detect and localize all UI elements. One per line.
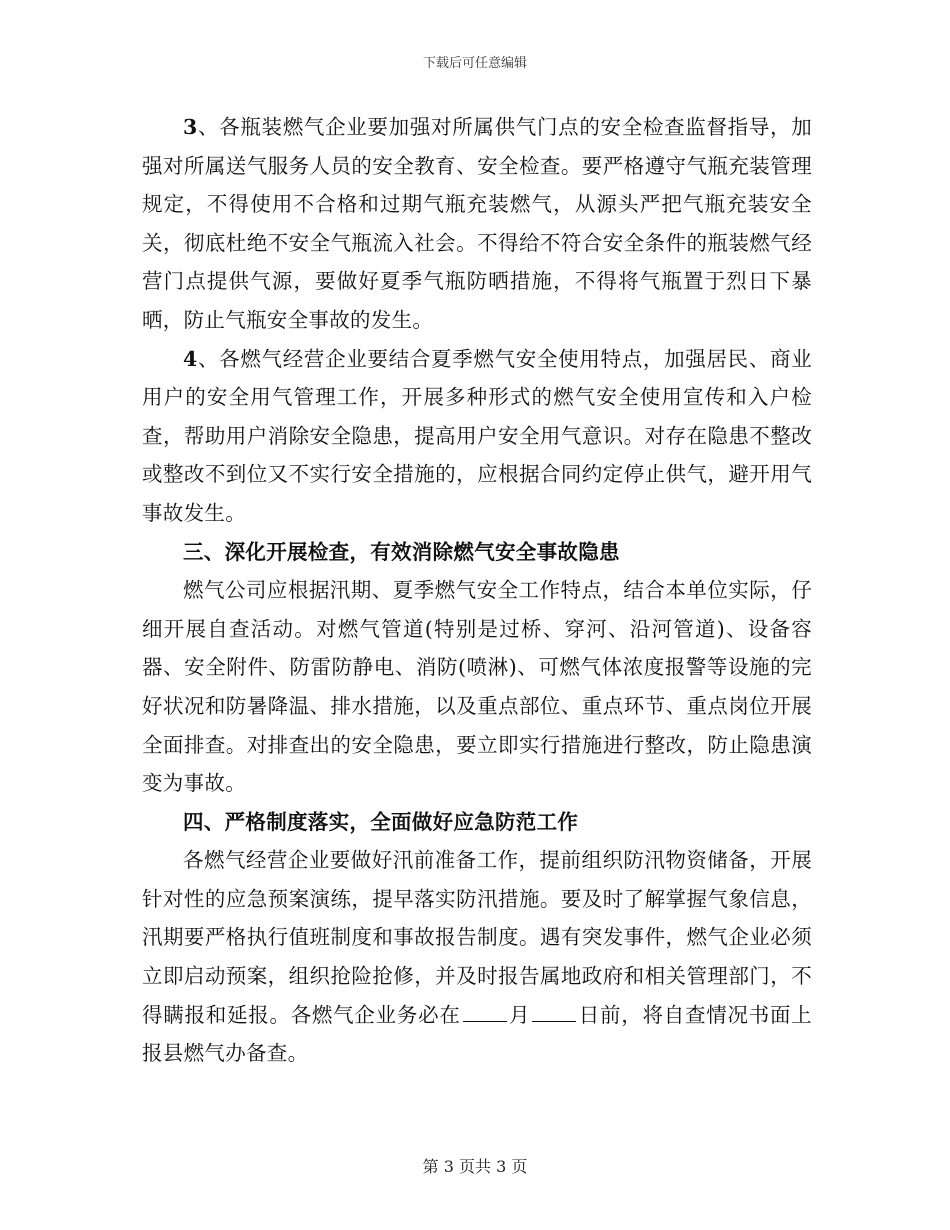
paragraph-emergency-text: 各燃气经营企业要做好汛前准备工作，提前组织防汛物资储备，开展针对性的应急预案演练，提早落实防汛措施。要及时了解掌握气象信息，汛期要严格执行值班制度和事故报告制度。遇有突发事件，燃气企业必须立即启动预案，组织抢险抢修，并及时报告属地政府和相关管理部门，不得瞒报和延报。各燃气企业务必在 xyxy=(142,848,812,1027)
paragraph-emergency xyxy=(142,841,812,1073)
section-heading-4: 四、严格制度落实，全面做好应急防范工作 xyxy=(183,809,579,834)
paragraph-inspection: 燃气公司应根据汛期、夏季燃气安全工作特点，结合本单位实际，仔细开展自查活动。对燃气管道(特别是过桥、穿河、沿河管道)、设备容器、安全附件、防雷防静电、消防(喷淋)、可燃气体浓度报警等设施的完好状况和防暑降温、排水措施，以及重点部位、重点环节、重点岗位开展全面排查。对排查出的安全隐患，要立即实行措施进行整改，防止隐患演变为事故。 xyxy=(142,578,812,796)
section-heading-3: 三、深化开展检查，有效消除燃气安全事故隐患 xyxy=(183,539,620,564)
paragraph-3 xyxy=(142,108,812,340)
day-label: 日前， xyxy=(578,1002,643,1027)
page-header: 下载后可任意编辑 xyxy=(422,56,527,71)
document-body xyxy=(142,108,812,1073)
paragraph-4-number: 4 xyxy=(183,346,198,371)
month-label: 月 xyxy=(508,1002,531,1027)
paragraph-4-text: 、各燃气经营企业要结合夏季燃气安全使用特点，加强居民、商业用户的安全用气管理工作，开展多种形式的燃气安全使用宣传和入户检查，帮助用户消除安全隐患，提高用户安全用气意识。对存在隐患不整改或整改不到位又不实行安全措施的，应根据合同约定停止供气，避开用气事故发生。 xyxy=(142,346,812,525)
day-blank xyxy=(532,1003,576,1022)
paragraph-emergency-tail: 将自查情况书面上报县燃气办备查。 xyxy=(142,1002,812,1066)
page-footer: 第 3 页共 3 页 xyxy=(422,1157,528,1176)
paragraph-3-text: 、各瓶装燃气企业要加强对所属供气门点的安全检查监督指导，加强对所属送气服务人员的安全教育、安全检查。要严格遵守气瓶充装管理规定，不得使用不合格和过期气瓶充装燃气，从源头严把气瓶充装安全关，彻底杜绝不安全气瓶流入社会。不得给不符合安全条件的瓶装燃气经营门点提供气源，要做好夏季气瓶防晒措施，不得将气瓶置于烈日下暴晒，防止气瓶安全事故的发生。 xyxy=(142,115,812,332)
month-blank xyxy=(463,1003,507,1022)
paragraph-4 xyxy=(142,340,812,533)
paragraph-3-number: 3 xyxy=(183,115,198,139)
